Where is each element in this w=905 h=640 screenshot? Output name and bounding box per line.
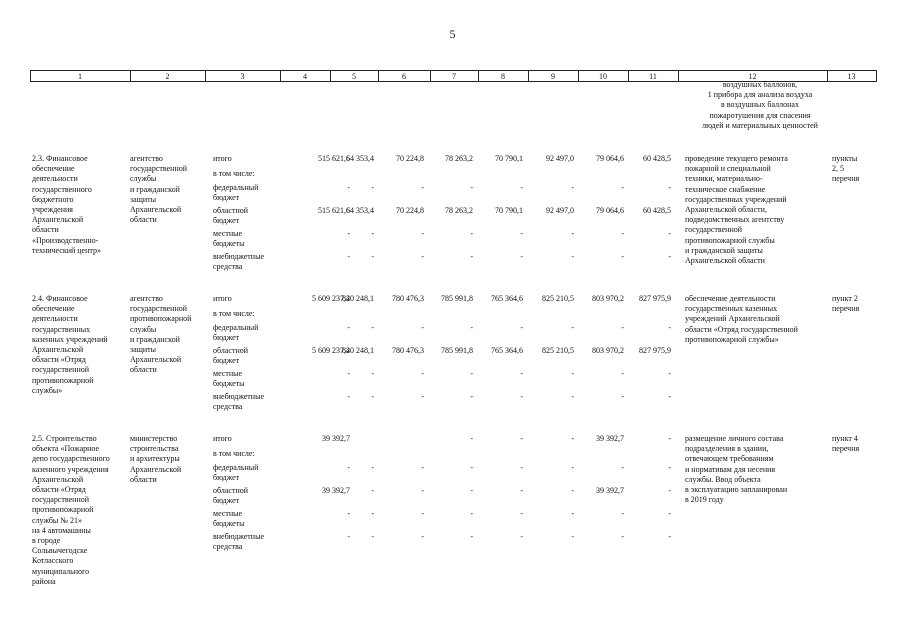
activity-name-line: объекта «Пожарное	[32, 444, 100, 454]
funding-value: -	[347, 183, 350, 192]
funding-value: -	[520, 434, 523, 443]
header-column-number: 3	[240, 72, 245, 81]
funding-value: -	[520, 463, 523, 472]
expected-result-line: Архангельской области	[685, 256, 765, 266]
activity-name-line: казенного учреждения	[32, 464, 109, 474]
funding-value: 39 392,7	[596, 434, 624, 443]
activity-name-line: учреждения	[32, 205, 73, 215]
funding-source-line: итого	[213, 434, 232, 443]
continued-result-text-line: 1 прибора для анализа воздуха	[707, 90, 813, 100]
funding-value: -	[371, 252, 374, 261]
activity-name-line: обеспечение	[32, 164, 75, 174]
indicator-reference-line: пункты	[832, 154, 858, 163]
activity-name-line: в городе	[32, 536, 61, 546]
funding-value: 785 991,8	[441, 294, 473, 303]
funding-source-line: федеральный	[213, 463, 259, 472]
expected-result-line: обеспечение деятельности	[685, 294, 776, 303]
header-column-divider	[876, 70, 877, 82]
responsible-executor-line: агентство	[130, 294, 163, 303]
funding-value: -	[371, 229, 374, 238]
funding-value: -	[668, 323, 671, 332]
header-column-number: 8	[501, 72, 505, 81]
funding-value: -	[421, 532, 424, 541]
funding-value: 515 621,6	[318, 154, 350, 163]
activity-name-line: технический центр»	[32, 245, 101, 255]
header-column-number: 5	[352, 72, 356, 81]
activity-name-line: 2.3. Финансовое	[32, 154, 88, 163]
responsible-executor-line: и гражданской	[130, 184, 180, 194]
header-column-number: 9	[551, 72, 555, 81]
funding-value: -	[668, 229, 671, 238]
activity-name-line: государственной	[32, 365, 90, 375]
activity-name	[32, 154, 130, 256]
activity-name-line: обеспечение	[32, 304, 75, 314]
funding-value: -	[347, 463, 350, 472]
funding-value: 803 970,2	[592, 346, 624, 355]
funding-source-line: бюджет	[213, 496, 240, 506]
funding-source-line: федеральный	[213, 183, 259, 192]
activity-name-line: службы»	[32, 385, 63, 395]
funding-value: -	[668, 434, 671, 443]
activity-name-line: 2.5. Строительство	[32, 434, 97, 443]
funding-value: 70 224,8	[396, 154, 424, 163]
funding-source	[213, 229, 283, 249]
responsible-executor-line: области	[130, 365, 157, 375]
funding-value: 64 353,4	[346, 154, 374, 163]
continued-result-text-line: воздушных баллонов,	[722, 80, 798, 89]
activity-name-line: области «Отряд	[32, 485, 86, 495]
funding-value: -	[371, 369, 374, 378]
funding-value: 785 991,8	[441, 346, 473, 355]
funding-source-line: бюджет	[213, 193, 240, 203]
activity-name-line: Архангельской	[32, 474, 84, 484]
funding-value: -	[421, 463, 424, 472]
funding-value: -	[571, 434, 574, 443]
expected-result-line: размещение личного состава	[685, 434, 784, 443]
funding-value: 92 497,0	[546, 154, 574, 163]
expected-result-line: противопожарной службы»	[685, 334, 779, 344]
responsible-executor-line: государственной	[130, 164, 188, 174]
expected-result-line: подведомственных агентству	[685, 215, 785, 225]
funding-source	[213, 294, 283, 304]
expected-result	[685, 434, 835, 505]
funding-source-line: бюджет	[213, 356, 240, 366]
funding-source-line: местные	[213, 369, 243, 378]
activity-name-line: деятельности	[32, 174, 78, 184]
responsible-executor-line: службы	[130, 324, 157, 334]
funding-value: -	[520, 532, 523, 541]
funding-source-line: средства	[213, 542, 243, 552]
funding-value: 78 263,2	[445, 206, 473, 215]
header-column-number: 1	[78, 72, 82, 81]
header-column-number: 6	[402, 72, 406, 81]
funding-value: 780 476,3	[392, 346, 424, 355]
funding-value: -	[470, 252, 473, 261]
funding-source-line: бюджет	[213, 473, 240, 483]
funding-source-line: бюджет	[213, 216, 240, 226]
funding-value: -	[371, 486, 374, 495]
funding-value: 92 497,0	[546, 206, 574, 215]
expected-result	[685, 294, 835, 345]
funding-value: 765 364,6	[491, 294, 523, 303]
responsible-executor-line: области	[130, 474, 157, 484]
responsible-executor-line: защиты	[130, 194, 157, 204]
activity-name-line: «Производственно-	[32, 235, 99, 245]
funding-value: 78 263,2	[445, 154, 473, 163]
funding-value: -	[470, 532, 473, 541]
funding-value: -	[371, 463, 374, 472]
funding-value: -	[520, 486, 523, 495]
funding-source-line: местные	[213, 229, 243, 238]
funding-source	[213, 532, 283, 552]
funding-value: -	[470, 183, 473, 192]
funding-value: -	[520, 509, 523, 518]
funding-value: 827 975,9	[639, 346, 671, 355]
funding-value: -	[571, 463, 574, 472]
funding-value: -	[347, 252, 350, 261]
expected-result-line: учреждений Архангельской	[685, 314, 780, 324]
funding-value: 825 210,5	[542, 294, 574, 303]
funding-value: 70 224,8	[396, 206, 424, 215]
continued-result-text-line: людей и материальных ценностей	[702, 120, 818, 130]
header-column-number: 2	[165, 72, 170, 81]
funding-value: 70 790,1	[495, 154, 523, 163]
activity-name	[32, 294, 130, 396]
responsible-executor-line: защиты	[130, 345, 157, 355]
indicator-reference	[832, 434, 872, 454]
indicator-reference-line: пункт 2	[832, 294, 858, 303]
funding-value: -	[421, 323, 424, 332]
activity-name-line: государственной	[32, 495, 90, 505]
funding-value: -	[571, 252, 574, 261]
funding-source	[213, 309, 283, 319]
funding-source	[213, 392, 283, 412]
funding-source-line: федеральный	[213, 323, 259, 332]
funding-value: 825 210,5	[542, 346, 574, 355]
funding-value: 5 609 237,4	[312, 346, 350, 355]
funding-value: -	[421, 252, 424, 261]
funding-source-line: итого	[213, 154, 232, 163]
funding-value: -	[371, 323, 374, 332]
funding-value: -	[421, 392, 424, 401]
header-column-number: 7	[452, 72, 456, 81]
header-column-number: 4	[303, 72, 307, 81]
indicator-reference-line: перечня	[832, 444, 860, 454]
funding-value: -	[668, 463, 671, 472]
funding-source	[213, 252, 283, 272]
funding-source-line: местные	[213, 509, 243, 518]
funding-value: -	[668, 486, 671, 495]
activity-name-line: службы № 21»	[32, 515, 82, 525]
funding-value: -	[621, 463, 624, 472]
funding-value: -	[347, 323, 350, 332]
funding-value: -	[520, 229, 523, 238]
responsible-executor	[130, 154, 212, 225]
expected-result-line: государственной	[685, 225, 743, 235]
activity-name-line: на 4 автомашины	[32, 525, 91, 535]
indicator-reference	[832, 154, 872, 185]
expected-result-line: службы. Ввод объекта	[685, 474, 761, 484]
funding-value: -	[571, 323, 574, 332]
expected-result-line: техники, материально-	[685, 174, 763, 184]
responsible-executor-line: министерство	[130, 434, 178, 443]
funding-value: 5 609 237,4	[312, 294, 350, 303]
responsible-executor-line: и архитектуры	[130, 454, 180, 464]
funding-value: -	[421, 369, 424, 378]
funding-value: 64 353,4	[346, 206, 374, 215]
funding-source	[213, 463, 283, 483]
funding-value: -	[421, 183, 424, 192]
funding-value: 79 064,6	[596, 206, 624, 215]
activity-name-line: Архангельской	[32, 345, 84, 355]
funding-value: -	[571, 183, 574, 192]
funding-value: -	[668, 532, 671, 541]
funding-value: 765 364,6	[491, 346, 523, 355]
funding-source-line: областной	[213, 486, 249, 495]
funding-value: 827 975,9	[639, 294, 671, 303]
funding-source-line: бюджеты	[213, 239, 245, 249]
funding-value: 820 248,1	[342, 346, 374, 355]
funding-value: -	[621, 229, 624, 238]
header-column-number: 12	[748, 72, 757, 81]
activity-name-line: депо государственного	[32, 454, 110, 464]
responsible-executor-line: агентство	[130, 154, 163, 163]
funding-source-line: внебюджетные	[213, 252, 264, 261]
activity-name-line: 2.4. Финансовое	[32, 294, 88, 303]
funding-value: -	[668, 509, 671, 518]
expected-result-line: и гражданской защиты	[685, 245, 763, 255]
funding-source-line: в том числе:	[213, 169, 255, 178]
funding-value: -	[571, 486, 574, 495]
funding-source-line: средства	[213, 402, 243, 412]
activity-name-line: области	[32, 225, 59, 235]
funding-value: -	[421, 509, 424, 518]
expected-result-line: техническое снабжение	[685, 184, 766, 194]
funding-value: 515 621,6	[318, 206, 350, 215]
responsible-executor-line: службы	[130, 174, 157, 184]
continued-result-text	[685, 80, 835, 131]
funding-source-line: в том числе:	[213, 449, 255, 458]
funding-value: -	[621, 532, 624, 541]
funding-value: -	[621, 509, 624, 518]
funding-value: -	[470, 434, 473, 443]
activity-name-line: Сольвычегодске	[32, 546, 88, 556]
funding-source	[213, 183, 283, 203]
funding-value: -	[371, 392, 374, 401]
continued-result-text-line: пожаротушения для спасения	[709, 110, 811, 120]
responsible-executor-line: Архангельской	[130, 355, 182, 365]
activity-name	[32, 434, 130, 587]
indicator-reference	[832, 294, 872, 314]
responsible-executor-line: государственной	[130, 304, 188, 314]
responsible-executor	[130, 294, 212, 376]
funding-value: -	[621, 252, 624, 261]
responsible-executor-line: области	[130, 215, 157, 225]
funding-source-line: областной	[213, 206, 249, 215]
funding-value: -	[621, 369, 624, 378]
header-column-number: 10	[599, 72, 607, 81]
funding-value: -	[668, 392, 671, 401]
funding-value: -	[571, 392, 574, 401]
funding-value: -	[347, 532, 350, 541]
activity-name-line: государственных	[32, 324, 91, 334]
funding-value: 79 064,6	[596, 154, 624, 163]
funding-value: 39 392,7	[596, 486, 624, 495]
activity-name-line: государственного	[32, 184, 92, 194]
funding-value: -	[371, 183, 374, 192]
funding-value: 803 970,2	[592, 294, 624, 303]
funding-value: -	[347, 509, 350, 518]
expected-result-line: области «Отряд государственной	[685, 324, 798, 334]
funding-source	[213, 346, 283, 366]
funding-source	[213, 434, 283, 444]
expected-result-line: пожарной и специальной	[685, 164, 771, 174]
funding-value: -	[347, 392, 350, 401]
funding-source	[213, 206, 283, 226]
activity-name-line: района	[32, 576, 56, 586]
header-column-number: 13	[847, 72, 856, 81]
activity-name-line: казенных учреждений	[32, 334, 108, 344]
activity-name-line: Архангельской	[32, 215, 84, 225]
expected-result-line: отвечающем требованиям	[685, 454, 774, 464]
activity-name-line: деятельности	[32, 314, 78, 324]
funding-source-line: областной	[213, 346, 249, 355]
responsible-executor-line: противопожарной	[130, 314, 192, 324]
funding-source-line: внебюджетные	[213, 532, 264, 541]
funding-value: -	[520, 392, 523, 401]
funding-source-line: бюджеты	[213, 519, 245, 529]
activity-name-line: области «Отряд	[32, 355, 86, 365]
expected-result-line: проведение текущего ремонта	[685, 154, 788, 163]
activity-name-line: противопожарной	[32, 505, 94, 515]
funding-value: -	[668, 252, 671, 261]
header-column-number: 11	[649, 72, 657, 81]
funding-source-line: итого	[213, 294, 232, 303]
funding-source	[213, 154, 283, 164]
funding-source-line: бюджеты	[213, 379, 245, 389]
funding-value: -	[621, 392, 624, 401]
expected-result-line: Архангельской области,	[685, 205, 767, 215]
funding-value: 70 790,1	[495, 206, 523, 215]
funding-value: -	[470, 509, 473, 518]
indicator-reference-line: перечня	[832, 304, 860, 314]
funding-value: -	[470, 323, 473, 332]
funding-value: 780 476,3	[392, 294, 424, 303]
funding-value: -	[668, 369, 671, 378]
funding-value: -	[371, 532, 374, 541]
responsible-executor-line: строительства	[130, 444, 179, 454]
funding-value: -	[470, 463, 473, 472]
expected-result	[685, 154, 835, 266]
expected-result-line: государственных казенных	[685, 304, 778, 314]
funding-value: -	[571, 229, 574, 238]
funding-value: -	[520, 369, 523, 378]
indicator-reference-line: 2, 5	[832, 164, 844, 174]
expected-result-line: в 2019 году	[685, 495, 724, 505]
funding-source	[213, 486, 283, 506]
expected-result-line: и нормативам для несения	[685, 464, 776, 474]
funding-value: -	[571, 369, 574, 378]
funding-value: 39 392,7	[322, 434, 350, 443]
continued-result-text-line: в воздушных баллонах	[721, 100, 799, 110]
funding-source	[213, 509, 283, 529]
expected-result-line: противопожарной службы	[685, 235, 775, 245]
responsible-executor-line: и гражданской	[130, 334, 180, 344]
funding-value: -	[470, 229, 473, 238]
funding-value: 60 428,5	[643, 154, 671, 163]
funding-value: -	[571, 532, 574, 541]
funding-source	[213, 369, 283, 389]
funding-value: -	[571, 509, 574, 518]
activity-name-line: Котласского	[32, 556, 74, 566]
funding-value: -	[520, 252, 523, 261]
funding-value: -	[668, 183, 671, 192]
funding-value: -	[371, 509, 374, 518]
funding-value: -	[421, 486, 424, 495]
funding-source	[213, 323, 283, 343]
funding-value: 820 248,1	[342, 294, 374, 303]
funding-source-line: в том числе:	[213, 309, 255, 318]
expected-result-line: подразделения в здании,	[685, 444, 769, 454]
funding-value: -	[520, 323, 523, 332]
funding-value: 39 392,7	[322, 486, 350, 495]
funding-value: -	[470, 392, 473, 401]
funding-source	[213, 169, 283, 179]
responsible-executor-line: Архангельской	[130, 205, 182, 215]
expected-result-line: государственных учреждений	[685, 194, 787, 204]
funding-value: -	[470, 369, 473, 378]
activity-name-line: противопожарной	[32, 375, 94, 385]
funding-value: -	[421, 229, 424, 238]
activity-name-line: бюджетного	[32, 194, 74, 204]
funding-value: -	[347, 229, 350, 238]
funding-source-line: средства	[213, 262, 243, 272]
funding-source-line: бюджет	[213, 333, 240, 343]
indicator-reference-line: перечня	[832, 174, 860, 184]
funding-value: -	[470, 486, 473, 495]
activity-name-line: муниципального	[32, 566, 90, 576]
funding-source	[213, 449, 283, 459]
funding-value: -	[520, 183, 523, 192]
funding-value: -	[621, 323, 624, 332]
funding-source-line: внебюджетные	[213, 392, 264, 401]
funding-value: -	[347, 369, 350, 378]
page-number: 5	[449, 27, 456, 41]
responsible-executor-line: Архангельской	[130, 464, 182, 474]
funding-value: -	[621, 183, 624, 192]
expected-result-line: в эксплуатацию запланирован	[685, 485, 788, 495]
indicator-reference-line: пункт 4	[832, 434, 858, 443]
funding-value: 60 428,5	[643, 206, 671, 215]
responsible-executor	[130, 434, 212, 485]
